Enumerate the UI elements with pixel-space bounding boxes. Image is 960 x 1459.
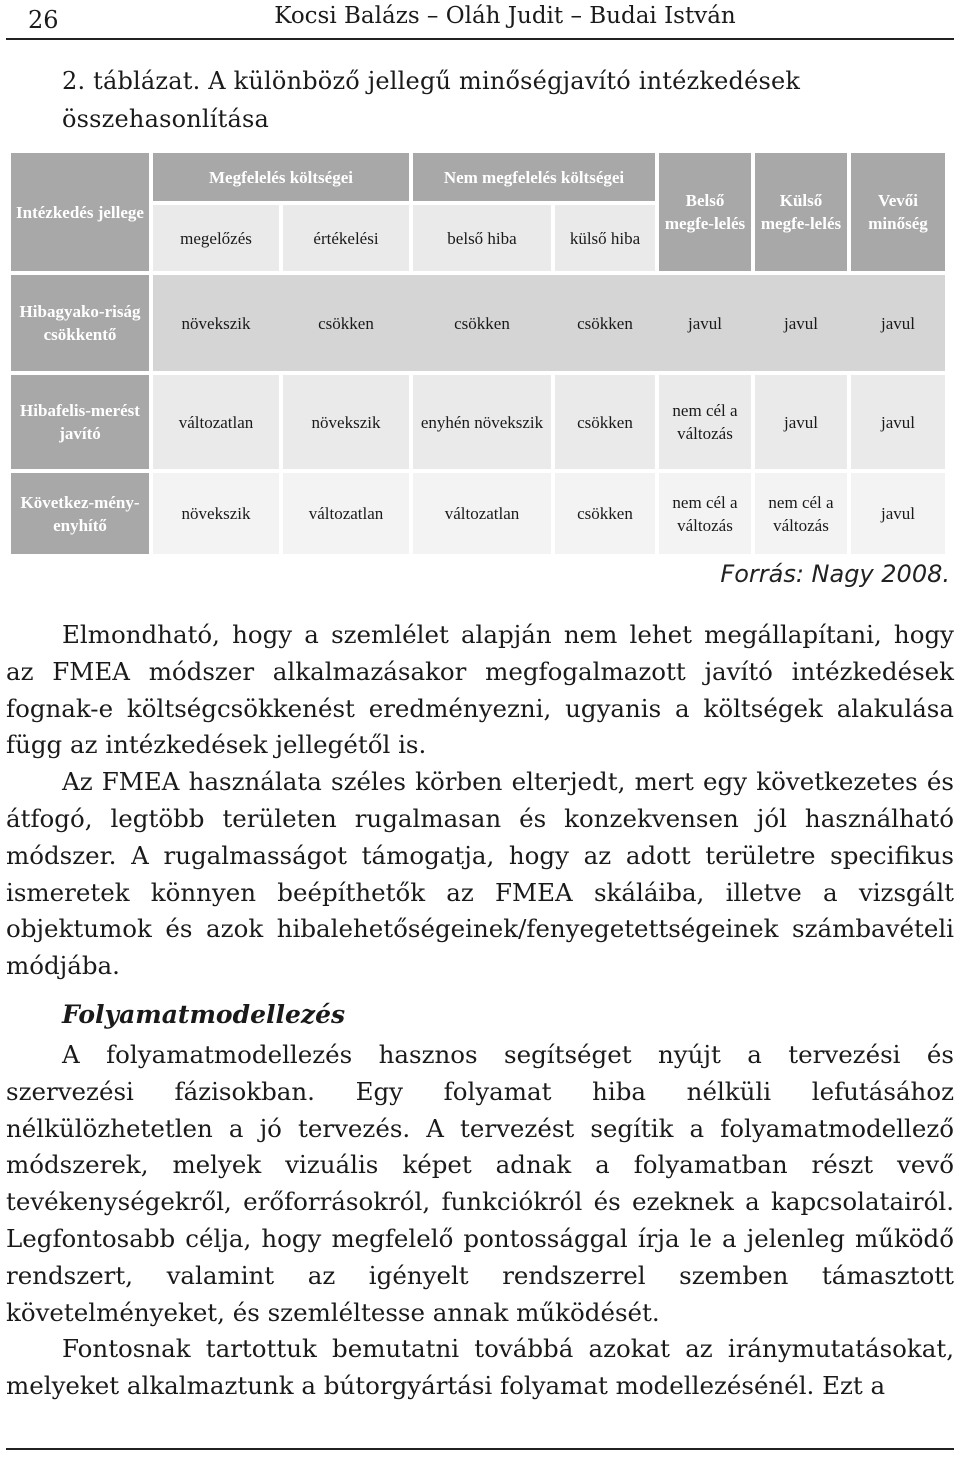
table-cell: növekszik [153, 275, 279, 371]
subheader-prevention: megelőzés [153, 205, 279, 271]
table-cell: növekszik [283, 375, 409, 469]
header-internal-conformance: Belső megfe-lelés [659, 153, 751, 271]
table-cell: csökken [555, 473, 655, 554]
table-caption: 2. táblázat. A különböző jellegű minőségjavító intézkedések összehasonlítása [62, 67, 801, 133]
subheader-appraisal: értékelési [283, 205, 409, 271]
table-cell: változatlan [283, 473, 409, 554]
table-cell: csökken [413, 275, 551, 371]
bottom-rule [6, 1448, 954, 1450]
table-cell: csökken [283, 275, 409, 371]
table-cell: változatlan [153, 375, 279, 469]
table-source: Forrás: Nagy 2008. [720, 560, 950, 588]
table-cell: nem cél a változás [755, 473, 847, 554]
table-corner-header: Intézkedés jellege [11, 153, 149, 271]
page-number: 26 [28, 6, 59, 34]
section-title: Folyamatmodellezés [62, 1000, 346, 1029]
paragraph: A folyamatmodellezés hasznos segítséget nyújt a tervezési és szervezési fázisokban. Egy folyamat hiba nélküli lefutásához nélkülözhetetlen a jó tervezés. A tervezést segítik a folyamatmodellező módszerek, melyek vizuális képet adnak a folyamatban részt vevő tevékenységekről, erőforrásokról, funkciókról és ezeknek a kapcsolatairól. Legfontosabb célja, hogy megfelelő pontossággal írja le a jelenleg működő rendszert, valamint az igényelt rendszerrel szemben támasztott követelményeket, és szemléltesse annak működését. [6, 1040, 954, 1327]
table-cell: csökken [555, 275, 655, 371]
table-cell: javul [659, 275, 751, 371]
table-cell: javul [851, 275, 945, 371]
table-cell: javul [851, 375, 945, 469]
subheader-external-failure: külső hiba [555, 205, 655, 271]
row-label-consequence: Következ-mény-enyhítő [11, 473, 149, 554]
table-cell: csökken [555, 375, 655, 469]
paragraph: Fontosnak tartottuk bemutatni továbbá azokat az iránymutatásokat, melyeket alkalmaztunk a bútorgyártási folyamat modellezésénél. Ezt a [6, 1334, 954, 1401]
header-external-conformance: Külső megfe-lelés [755, 153, 847, 271]
subheader-internal-failure: belső hiba [413, 205, 551, 271]
comparison-table [11, 153, 945, 554]
paragraph: Az FMEA használata széles körben elterjedt, mert egy következetes és átfogó, legtöbb területen rugalmasan és konzekvensen jól használható módszer. A rugalmasságot támogatja, hogy az adott területre specifikus ismeretek könnyen beépíthetők az FMEA skáláiba, illetve a vizsgált objektumok és azok hibalehetőségeinek/fenyegetettségeinek számbavételi módjába. [6, 767, 954, 981]
body-text-top [6, 617, 954, 985]
table-cell: változatlan [413, 473, 551, 554]
header-conformance-costs: Megfelelés költségei [153, 153, 409, 201]
running-head-authors: Kocsi Balázs – Oláh Judit – Budai István [274, 3, 736, 29]
table-cell: nem cél a változás [659, 473, 751, 554]
table-cell: javul [851, 473, 945, 554]
header-customer-quality: Vevői minőség [851, 153, 945, 271]
table-cell: javul [755, 375, 847, 469]
table-cell: növekszik [153, 473, 279, 554]
row-label-frequency: Hibagyako-riság csökkentő [11, 275, 149, 371]
table-cell: nem cél a változás [659, 375, 751, 469]
header-nonconformance-costs: Nem megfelelés költségei [413, 153, 655, 201]
table-cell: enyhén növekszik [413, 375, 551, 469]
row-label-detection: Hibafelis-merést javító [11, 375, 149, 469]
table-cell: javul [755, 275, 847, 371]
page-header [6, 2, 954, 40]
paragraph: Elmondható, hogy a szemlélet alapján nem lehet megállapítani, hogy az FMEA módszer alkalmazásakor megfogalmazott javító intézkedések fognak-e költségcsökkenést eredményezni, ugyanis a költségek alakulása függ az intézkedések jellegétől is. [6, 620, 954, 760]
body-text-bottom [6, 1037, 954, 1405]
